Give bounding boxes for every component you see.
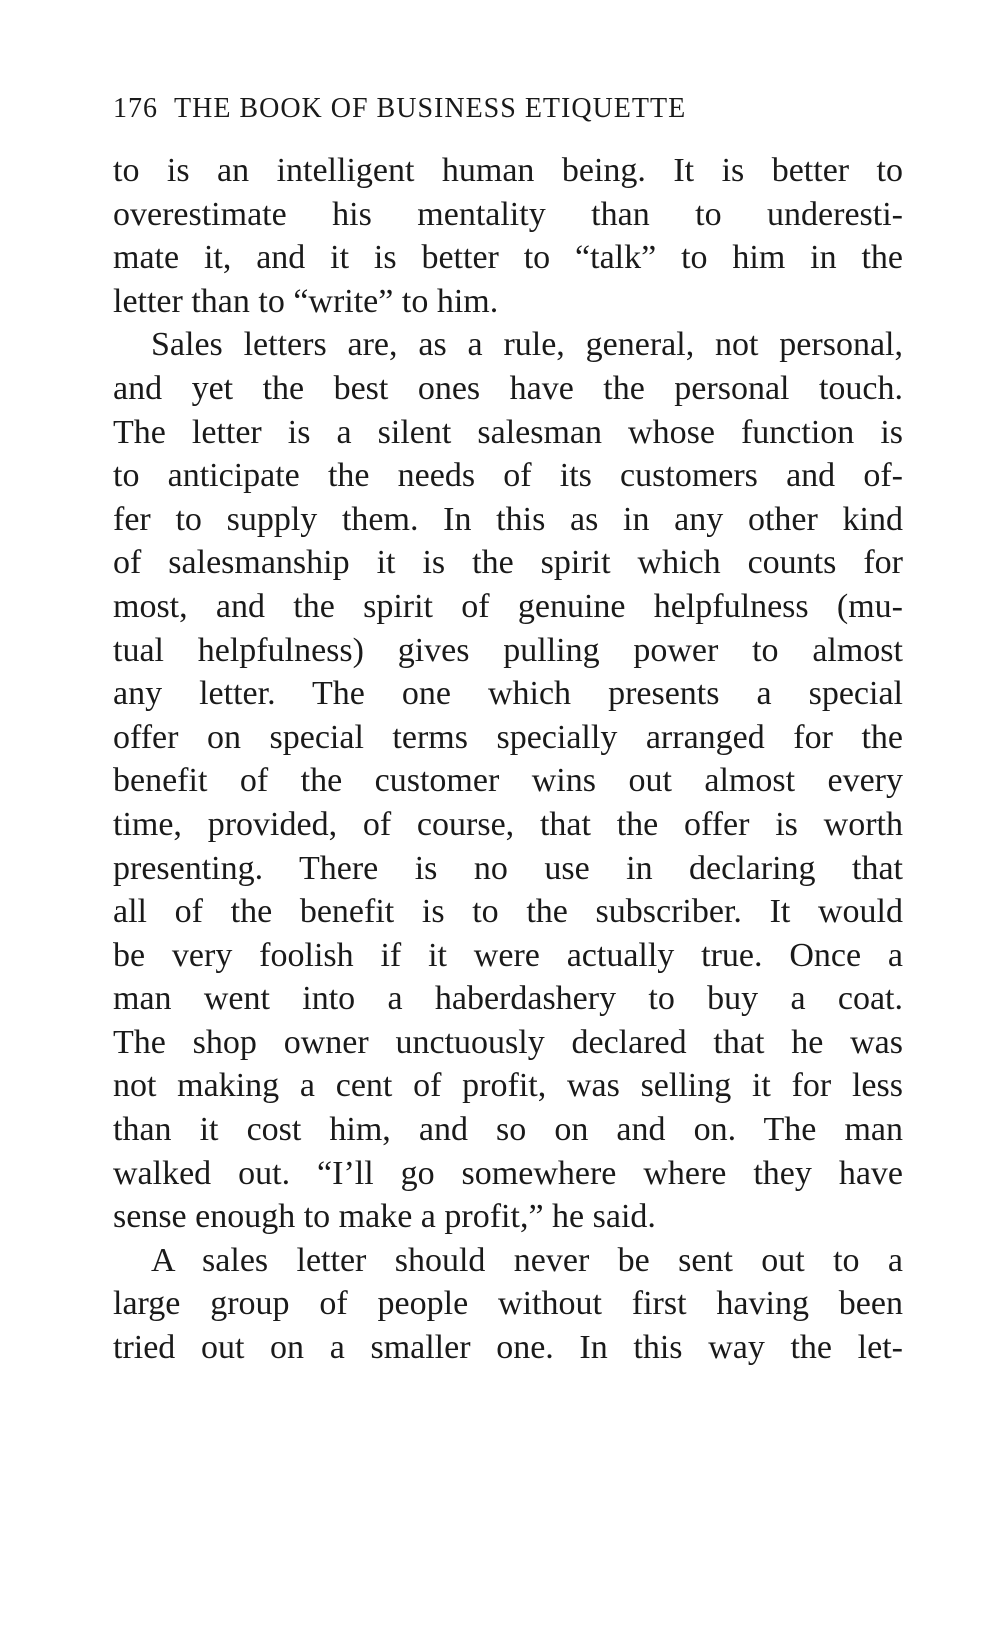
paragraph-3 [113, 1239, 903, 1370]
running-head-title: THE BOOK OF BUSINESS ETIQUETTE [174, 93, 687, 124]
text-line: fer to supply them. In this as in any other kind [113, 500, 903, 538]
text-line: A sales letter should never be sent out to a [151, 1241, 903, 1279]
text-line: be very foolish if it were actually true. Once a [113, 936, 903, 974]
text-line: presenting. There is no use in declaring that [113, 849, 903, 887]
paragraph-1 [113, 149, 903, 323]
text-line: and yet the best ones have the personal touch. [113, 369, 903, 407]
text-line: sense enough to make a profit,” he said. [113, 1198, 656, 1236]
text-line: mate it, and it is better to “talk” to him in the [113, 239, 903, 277]
text-line: benefit of the customer wins out almost every [113, 762, 903, 800]
text-line: large group of people without first having been [113, 1285, 903, 1323]
page-number: 176 [113, 93, 158, 124]
text-line: tual helpfulness) gives pulling power to almost [113, 631, 903, 669]
text-line: to anticipate the needs of its customers and of- [113, 457, 903, 495]
text-line: most, and the spirit of genuine helpfulness (mu- [113, 587, 903, 625]
text-line: The shop owner unctuously declared that he was [113, 1023, 903, 1061]
text-line: The letter is a silent salesman whose function is [113, 413, 903, 451]
text-line: any letter. The one which presents a special [113, 675, 903, 713]
text-line: all of the benefit is to the subscriber. It would [113, 893, 903, 931]
text-line: letter than to “write” to him. [113, 282, 499, 320]
text-line: man went into a haberdashery to buy a coat. [113, 980, 903, 1018]
running-head [113, 93, 903, 137]
text-line: of salesmanship it is the spirit which counts for [113, 544, 903, 582]
text-line: overestimate his mentality than to underesti- [113, 195, 903, 233]
text-line: tried out on a smaller one. In this way the let- [113, 1329, 903, 1367]
paragraph-2 [113, 323, 903, 1238]
text-line: Sales letters are, as a rule, general, not personal, [151, 326, 903, 364]
text-line: to is an intelligent human being. It is better to [113, 152, 903, 189]
text-line: offer on special terms specially arranged for the [113, 718, 903, 756]
text-line: than it cost him, and so on and on. The man [113, 1111, 903, 1149]
text-line: not making a cent of profit, was selling it for less [113, 1067, 903, 1105]
text-line: walked out. “I’ll go somewhere where they have [113, 1154, 903, 1192]
body-text [113, 149, 903, 1370]
text-line: time, provided, of course, that the offer is worth [113, 805, 903, 843]
